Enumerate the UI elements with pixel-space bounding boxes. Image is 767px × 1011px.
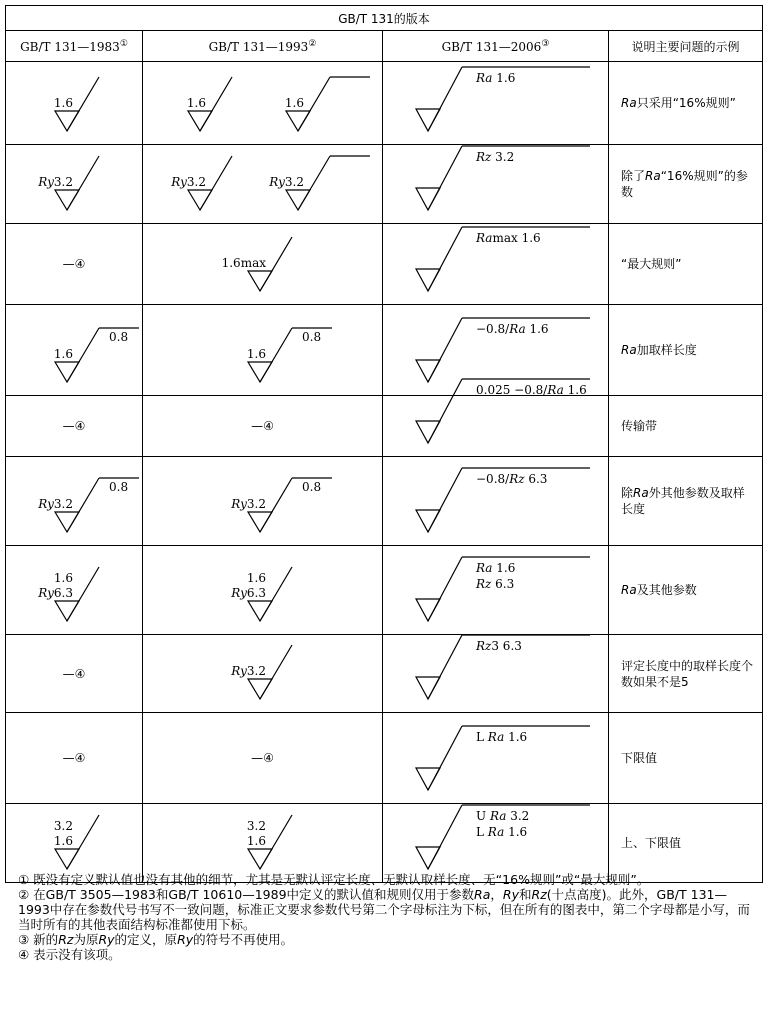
surface-roughness-symbol [37,567,99,621]
symbol-value: Ry3.2 [38,175,73,189]
symbol-value: L Ra 1.6 [475,825,527,839]
symbol-value: Ra 1.6 [475,561,515,575]
symbol-drawing [9,807,139,879]
row-description: 上、下限值 [609,804,763,883]
surface-roughness-symbol [186,77,231,131]
surface-roughness-symbol [54,328,139,382]
cell-c83 [6,62,143,145]
surface-roughness-symbol [37,156,99,210]
symbol-drawing [386,227,606,301]
cell-c06 [383,145,609,224]
symbol-drawing [386,807,606,879]
symbol-value: 1.6 [284,96,304,110]
surface-roughness-symbol-2006 [416,805,590,869]
symbol-drawing [9,65,139,141]
no-item-mark: —④ [62,257,86,271]
surface-roughness-symbol [230,645,292,699]
cell-c06 [383,457,609,546]
cell-c83 [6,396,143,457]
table-row [6,145,763,224]
surface-roughness-symbol-2006 [416,557,590,621]
cell-c93 [143,396,383,457]
row-description: Ra及其他参数 [609,546,763,635]
cell-c93 [143,305,383,396]
table-row [6,224,763,305]
surface-roughness-symbol [246,328,331,382]
symbol-value: Ra 1.6 [475,71,515,85]
surface-roughness-symbol [268,156,370,210]
surface-roughness-symbol-2006 [416,318,590,382]
table-row [6,457,763,546]
no-item-mark: —④ [251,419,274,433]
symbol-value: 3.2 [53,819,73,833]
symbol-drawing [386,460,606,542]
symbol-drawing [148,460,378,542]
row-description: 评定长度中的取样长度个数如果不是5 [609,635,763,713]
symbol-drawing [9,148,139,220]
table-row [6,804,763,883]
cell-c06 [383,383,609,457]
row-description: 下限值 [609,713,763,804]
cell-c06 [383,546,609,635]
symbol-drawing [148,807,378,879]
surface-roughness-symbol-2006 [416,227,590,291]
footnote: ④ 表示没有该项。 [18,947,121,962]
no-item-mark: —④ [251,751,274,765]
symbol-drawing [148,65,378,141]
symbol-drawing [148,549,378,631]
surface-roughness-symbol [54,815,99,869]
surface-roughness-symbol-2006 [416,468,590,532]
row-description: 除了Ra“16%规则”的参数 [609,145,763,224]
surface-roughness-symbol [246,815,291,869]
symbol-drawing [386,383,606,453]
cell-c93 [143,635,383,713]
surface-roughness-symbol-2006 [416,726,590,790]
symbol-value: −0.8/Ra 1.6 [475,322,549,336]
row-description: 除Ra外其他参数及取样长度 [609,457,763,546]
symbol-value: 1.6 [246,571,266,585]
cell-c83 [6,145,143,224]
table-row [6,305,763,396]
symbol-value: Ry3.2 [268,175,304,189]
table-row [6,546,763,635]
header-2006: GB/T 131—2006③ [383,31,609,62]
header-1983: GB/T 131—1983① [6,31,143,62]
row-description: 传输带 [609,396,763,457]
cell-c83 [6,305,143,396]
symbol-value: 1.6 [246,347,266,361]
symbol-value: 1.6 [53,347,73,361]
footnote: ② 在GB/T 3505—1983和GB/T 10610—1989中定义的默认值和规则仅用于参数Ra，Ry和Rz(十点高度)。此外，GB/T 131—1993中存在参数代号书写不一致问题，标准正文要求参数代号第二个字母标注为下标，但在所有的图表中，第二个字母都是小写，而当时所有的其他表面结构标准都使用下标。 [18,887,750,932]
table-row [6,635,763,713]
cell-c93 [143,145,383,224]
cell-c93 [143,224,383,305]
symbol-value: 1.6 [53,834,73,848]
surface-roughness-symbol [54,77,99,131]
surface-roughness-symbol-2006 [416,146,590,210]
symbol-drawing [148,227,378,301]
table-row [6,396,763,457]
table-title: GB/T 131的版本 [6,6,763,31]
table-row [6,713,763,804]
cell-c06 [383,635,609,713]
footnotes [18,872,758,962]
cell-c93 [143,546,383,635]
surface-roughness-symbol-2006 [416,67,590,131]
cell-c06 [383,62,609,145]
symbol-value: Ry3.2 [230,497,266,511]
symbol-value: U Ra 3.2 [475,809,529,823]
cell-c83 [6,457,143,546]
symbol-value: 0.8 [109,480,129,494]
symbol-drawing [386,148,606,220]
symbol-drawing [386,65,606,141]
surface-roughness-symbol [230,478,332,532]
surface-roughness-symbol [37,478,139,532]
symbol-value: Ry6.3 [230,586,266,600]
symbol-value: 1.6max [221,256,266,270]
cell-c93 [143,62,383,145]
header-1993: GB/T 131—1993② [143,31,383,62]
symbol-value: 0.8 [301,330,321,344]
symbol-drawing [386,638,606,709]
symbol-value: Ry3.2 [230,664,266,678]
no-item-mark: —④ [62,751,86,765]
cell-c06 [383,305,609,396]
symbol-value: 1.6 [246,834,266,848]
symbol-value: 1.6 [53,96,73,110]
symbol-drawing [386,549,606,631]
symbol-value: 0.8 [109,330,129,344]
surface-roughness-symbol [221,237,291,291]
symbol-value: Rz 3.2 [475,150,514,164]
row-description: “最大规则” [609,224,763,305]
symbol-drawing [148,148,378,220]
symbol-value: Ry6.3 [38,586,73,600]
symbol-value: Ry3.2 [38,497,73,511]
cell-c83 [6,635,143,713]
symbol-value: L Ra 1.6 [475,730,527,744]
symbol-drawing [386,716,606,800]
cell-c93 [143,713,383,804]
symbol-drawing [148,638,378,709]
symbol-value: 0.8 [301,480,321,494]
symbol-value: 1.6 [53,571,73,585]
no-item-mark: —④ [62,666,86,681]
cell-c83 [6,224,143,305]
cell-c83 [6,713,143,804]
row-description: Ra加取样长度 [609,305,763,396]
symbol-drawing [9,308,139,392]
cell-c93 [143,457,383,546]
symbol-value: Rz3 6.3 [475,639,522,653]
symbol-value: 1.6 [186,96,206,110]
symbol-value: −0.8/Rz 6.3 [475,472,547,486]
symbol-drawing [9,460,139,542]
symbol-drawing [148,308,378,392]
surface-roughness-symbol [170,156,232,210]
symbol-value: 3.2 [246,819,266,833]
cell-c83 [6,546,143,635]
symbol-value: Ramax 1.6 [475,231,541,245]
symbol-drawing [9,549,139,631]
cell-c06 [383,224,609,305]
cell-c83 [6,804,143,883]
surface-roughness-symbol [284,77,369,131]
footnote: ① 既没有定义默认值也没有其他的细节，尤其是无默认评定长度、无默认取样长度、无“16%规则”或“最大规则”。 [18,872,650,887]
footnote: ③ 新的Rz为原Ry的定义，原Ry的符号不再使用。 [18,932,294,947]
cell-c06 [383,713,609,804]
cell-c06 [383,804,609,883]
surface-roughness-symbol-2006 [416,635,590,699]
surface-roughness-symbol [230,567,292,621]
no-item-mark: —④ [62,419,86,433]
cell-c93 [143,804,383,883]
symbol-value: Rz 6.3 [475,577,514,591]
table-row [6,62,763,145]
gbt131-versions-table [5,5,763,883]
symbol-value: Ry3.2 [170,175,206,189]
header-description: 说明主要问题的示例 [609,31,763,62]
row-description: Ra只采用“16%规则” [609,62,763,145]
symbol-value: 0.025 −0.8/Ra 1.6 [475,383,587,397]
